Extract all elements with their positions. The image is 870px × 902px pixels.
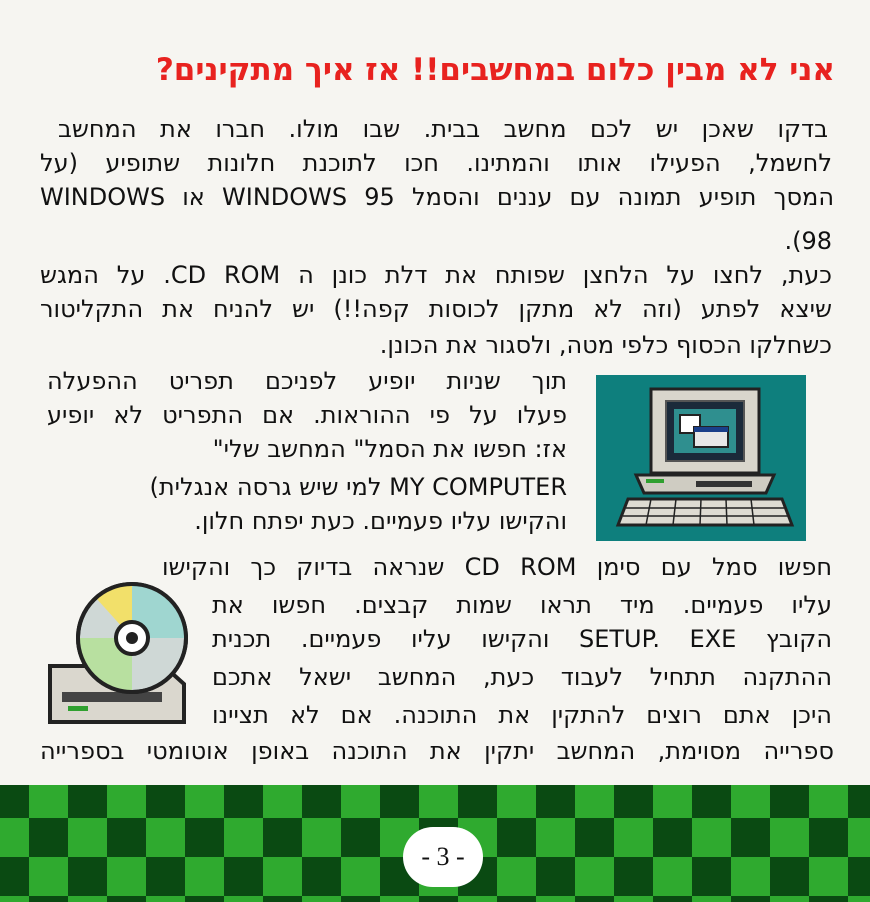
text-line: אז: חפשו את הסמל" המחשב שלי" — [212, 435, 567, 463]
checker-square — [0, 785, 29, 818]
checker-square — [497, 896, 536, 902]
checker-square — [224, 857, 263, 896]
checker-square — [185, 818, 224, 857]
checker-square — [302, 785, 341, 818]
text-line: והקישו עליו פעמיים. כעת יפתח חלון. — [194, 507, 567, 535]
checker-square — [29, 896, 68, 902]
checker-square — [263, 818, 302, 857]
text-line: עליו פעמיים. מיד תראו שמות קבצים. חפשו את — [212, 591, 832, 619]
text-line: כשחלקו הכסוף כלפי מטה, ולסגור את הכונן. — [379, 331, 832, 359]
checker-square — [458, 785, 497, 818]
checker-square — [653, 818, 692, 857]
checker-square — [263, 896, 302, 902]
checker-square — [224, 785, 263, 818]
checker-square — [536, 785, 575, 818]
page-heading: אני לא מבין כלום במחשבים!! אז איך מתקינים? — [155, 52, 835, 88]
text-line: שיצא לפתע (וזה לא מתקן לכוסות קפה!!) יש להניח את התקליטור — [40, 295, 832, 323]
checker-square — [68, 857, 107, 896]
checker-square — [575, 818, 614, 857]
checker-square — [107, 896, 146, 902]
checker-square — [107, 818, 146, 857]
checker-square — [692, 785, 731, 818]
checker-square — [848, 857, 870, 896]
checker-square — [731, 818, 770, 857]
checker-square — [770, 785, 809, 818]
checker-square — [614, 857, 653, 896]
text-line: תוך שניות יופיע לפניכם תפריט ההפעלה — [47, 367, 567, 395]
page-number: - 3 - — [403, 827, 483, 887]
text-line: כעת, לחצו על הלחצן שפותח את דלת כונן ה CD ROM. על המגש — [40, 261, 832, 289]
checker-square — [68, 785, 107, 818]
checker-square — [770, 857, 809, 896]
text-line: בדקו שאכן יש לכם מחשב בבית. שבו מולו. חברו את המחשב — [58, 115, 828, 143]
checker-square — [146, 785, 185, 818]
checker-square — [614, 785, 653, 818]
text-line: פעלו על פי ההוראות. אם התפריט לא יופיע — [47, 401, 567, 429]
text-line: היכן אתם רוצים להתקין את התוכנה. אם לא תציינו — [212, 701, 832, 729]
computer-icon — [596, 375, 806, 541]
checker-square — [848, 785, 870, 818]
checker-square — [146, 857, 185, 896]
checker-square — [497, 818, 536, 857]
checker-square — [341, 818, 380, 857]
text-line: ספרייה מסוימת, המחשב יתקין את התוכנה באופן אוטומטי בספרייה — [40, 737, 834, 765]
checker-square — [575, 896, 614, 902]
text-line: המסך תופיע תמונה עם עננים והסמל WINDOWS 95 או WINDOWS — [40, 183, 835, 211]
text-line: MY COMPUTER למי שיש גרסה אנגלית) — [149, 473, 567, 501]
checker-square — [380, 785, 419, 818]
text-line: הקובץ SETUP. EXE והקישו עליו פעמיים. תכנית — [212, 625, 833, 653]
checker-square — [536, 857, 575, 896]
checker-square — [419, 896, 458, 902]
checker-square — [341, 896, 380, 902]
text-line: לחשמל, הפעילו אותו והמתינו. חכו לתוכנת חלונות שתופיע (על — [40, 149, 832, 177]
text-line: ההתקנה תתחיל לעבוד כעת, המחשב ישאל אתכם — [212, 663, 832, 691]
checker-square — [302, 857, 341, 896]
cd-rom-drive-icon — [44, 580, 212, 732]
checker-square — [809, 818, 848, 857]
checker-square — [653, 896, 692, 902]
text-line: 98). — [784, 227, 832, 255]
checker-square — [0, 857, 29, 896]
checker-square — [809, 896, 848, 902]
checker-square — [692, 857, 731, 896]
checker-square — [185, 896, 224, 902]
checker-square — [29, 818, 68, 857]
text-line: חפשו סמל עם סימן CD ROM שנראה בדיוק כך והקישו — [162, 553, 833, 581]
checker-square — [731, 896, 770, 902]
